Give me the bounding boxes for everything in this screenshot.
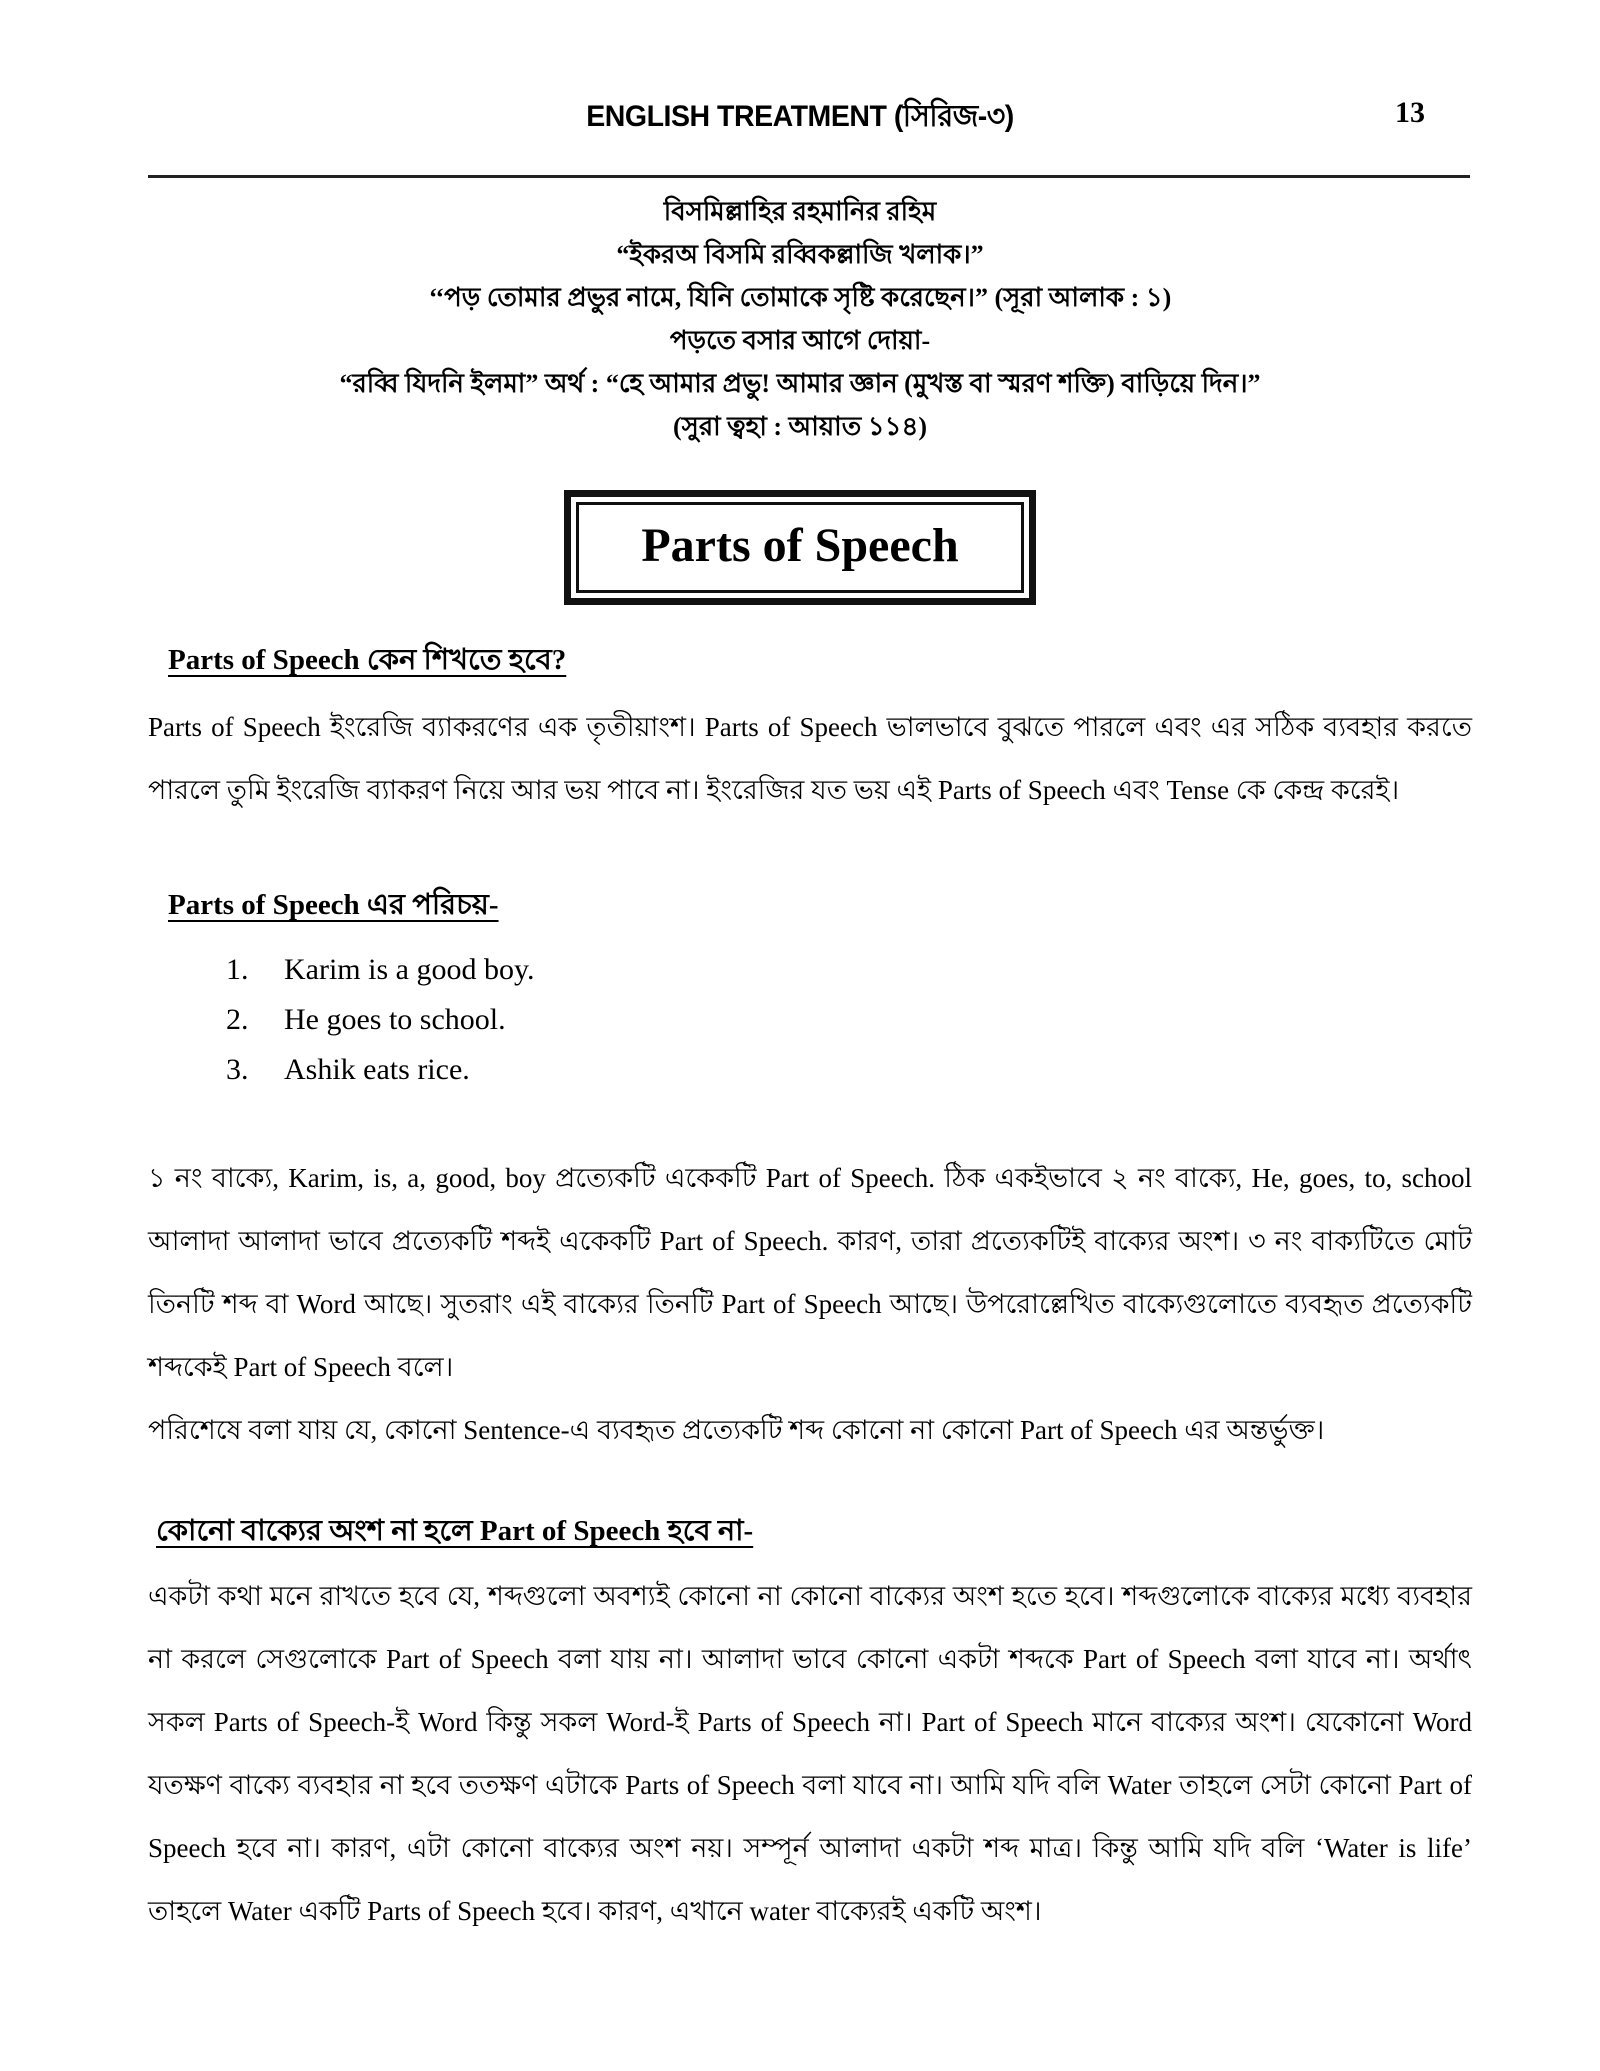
chapter-title: Parts of Speech <box>576 502 1024 593</box>
section-heading-not-part-of-speech: কোনো বাক্যের অংশ না হলে Part of Speech হবে না- <box>156 1515 754 1547</box>
page-number: 13 <box>1395 96 1425 129</box>
list-item-number: 1. <box>226 953 249 986</box>
list-item-text: Karim is a good boy. <box>284 953 535 986</box>
list-item <box>226 1045 1472 1095</box>
body-paragraph: পরিশেষে বলা যায় যে, কোনো Sentence-এ ব্যবহৃত প্রত্যেকটি শব্দ কোনো না কোনো Part of Speech এর অন্তর্ভুক্ত। <box>148 1415 1325 1445</box>
list-item <box>226 945 1472 995</box>
invocation-line: (সুরা ত্বহা : আয়াত ১১৪) <box>673 412 927 441</box>
invocation-line: ‘‘পড় তোমার প্রভুর নামে, যিনি তোমাকে সৃষ্টি করেছেন।” (সূরা আলাক : ১) <box>428 283 1172 312</box>
header-rule <box>148 175 1470 178</box>
invocation-line: পড়তে বসার আগে দোয়া- <box>669 326 931 355</box>
list-item-number: 2. <box>226 1003 249 1036</box>
book-title: ENGLISH TREATMENT (সিরিজ-৩) <box>586 100 1014 133</box>
invocation-block <box>0 190 1600 448</box>
page-header <box>0 0 1600 143</box>
invocation-line: বিসমিল্লাহির রহমানির রহিম <box>663 197 937 226</box>
body-paragraph: Parts of Speech ইংরেজি ব্যাকরণের এক তৃতীয়াংশ। Parts of Speech ভালভাবে বুঝতে পারলে এবং এর সঠিক ব্যবহার করতে পারলে তুমি ইংরেজি ব্যাকরণ নিয়ে আর ভয় পাবে না। ইংরেজির যত ভয় এই Parts of Speech এবং Tense কে কেন্দ্র করেই। <box>148 712 1472 805</box>
section-heading-why-learn: Parts of Speech কেন শিখতে হবে? <box>168 644 567 676</box>
list-item-text: Ashik eats rice. <box>284 1053 470 1086</box>
page-content <box>148 637 1472 1943</box>
list-item-text: He goes to school. <box>284 1003 506 1036</box>
example-sentence-list <box>226 945 1472 1095</box>
body-paragraph: ১ নং বাক্যে, Karim, is, a, good, boy প্রত্যেকটি একেকটি Part of Speech. ঠিক একইভাবে ২ নং বাক্যে, He, goes, to, school আলাদা আলাদা ভাবে প্রত্যেকটি শব্দই একেকটি Part of Speech. কারণ, তারা প্রত্যেকটিই বাক্যের অংশ। ৩ নং বাক্যটিতে মোট তিনটি শব্দ বা Word আছে। সুতরাং এই বাক্যের তিনটি Part of Speech আছে। উপরোল্লেখিত বাক্যেগুলোতে ব্যবহৃত প্রত্যেকটি শব্দকেই Part of Speech বলে। <box>148 1163 1472 1382</box>
section-heading-introduction: Parts of Speech এর পরিচয়- <box>168 889 499 921</box>
body-paragraph: একটা কথা মনে রাখতে হবে যে, শব্দগুলো অবশ্যই কোনো না কোনো বাক্যের অংশ হতে হবে। শব্দগুলোকে বাক্যের মধ্যে ব্যবহার না করলে সেগুলোকে Part of Speech বলা যায় না। আলাদা ভাবে কোনো একটা শব্দকে Part of Speech বলা যাবে না। অর্থাৎ সকল Parts of Speech-ই Word কিন্তু সকল Word-ই Parts of Speech না। Part of Speech মানে বাক্যের অংশ। যেকোনো Word যতক্ষণ বাক্যে ব্যবহার না হবে ততক্ষণ এটাকে Parts of Speech বলা যাবে না। আমি যদি বলি Water তাহলে সেটা কোনো Part of Speech হবে না। কারণ, এটা কোনো বাক্যের অংশ নয়। সম্পূর্ন আলাদা একটা শব্দ মাত্র। কিন্তু আমি যদি বলি ‘Water is life’ তাহলে Water একটি Parts of Speech হবে। কারণ, এখানে water বাক্যেরই একটি অংশ। <box>148 1581 1472 1926</box>
list-item-number: 3. <box>226 1053 249 1086</box>
invocation-line: “রব্বি যিদনি ইলমা” অর্থ : “হে আমার প্রভু! আমার জ্ঞান (মুখস্ত বা স্মরণ শক্তি) বাড়িয়ে দিন।” <box>339 369 1261 398</box>
chapter-title-box <box>564 490 1036 605</box>
list-item <box>226 995 1472 1045</box>
invocation-line: “ইকরঅ বিসমি রব্বিকল্লাজি খলাক।” <box>616 240 984 269</box>
